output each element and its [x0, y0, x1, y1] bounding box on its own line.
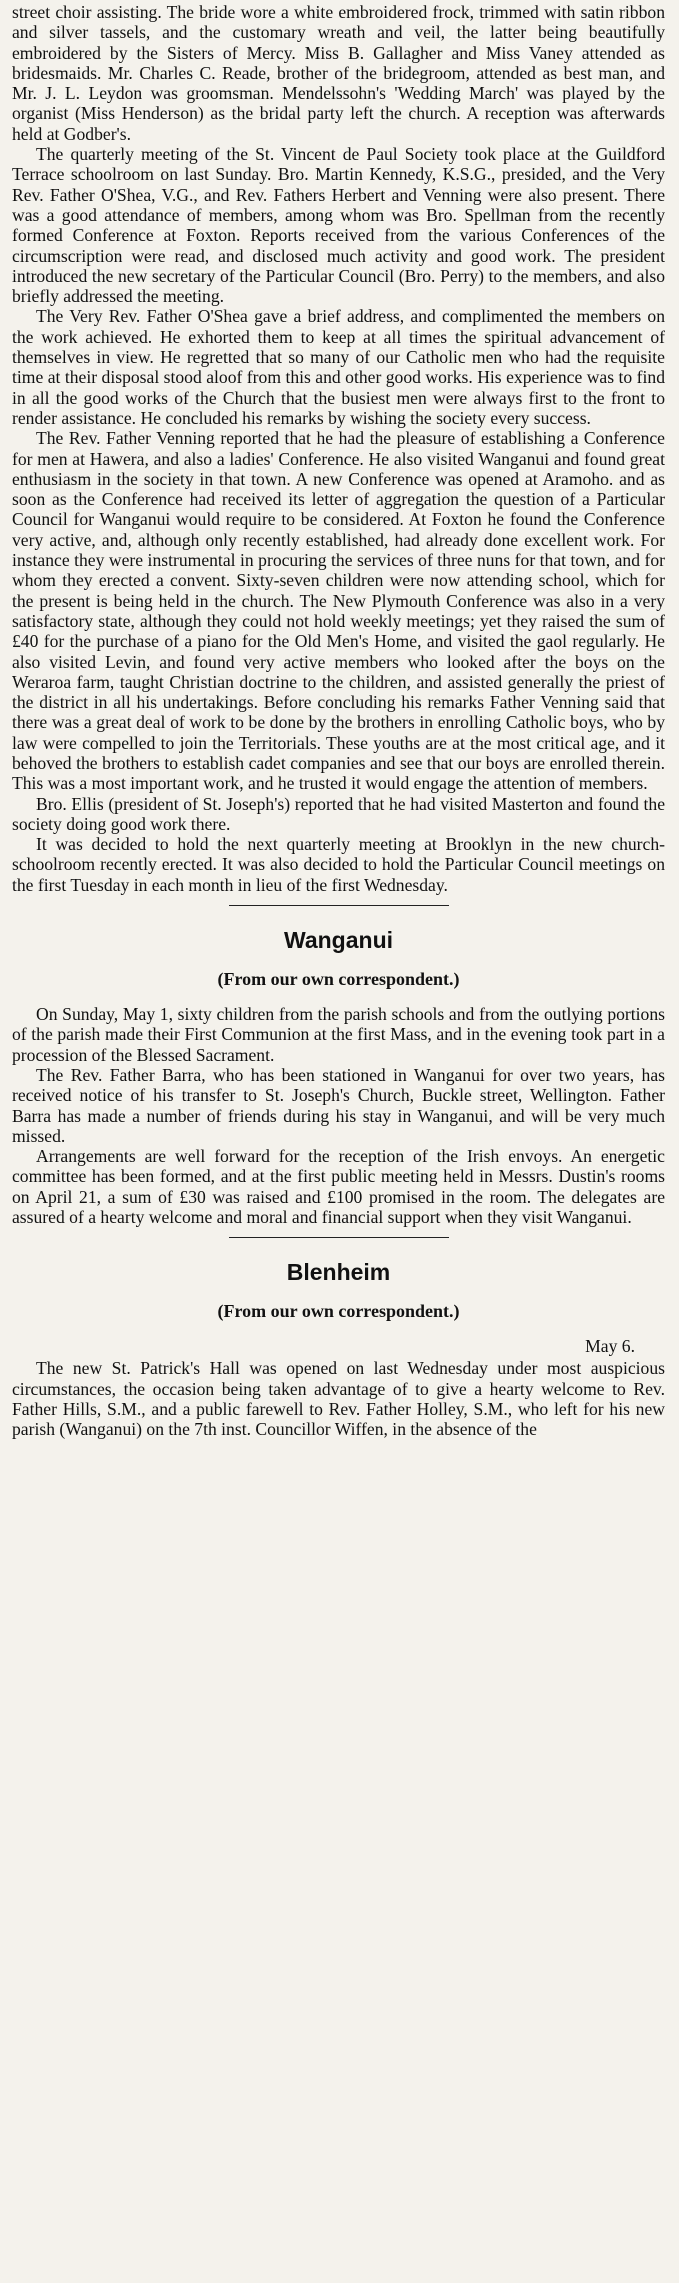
article-continued	[12, 2, 665, 895]
paragraph-oshea-address: The Very Rev. Father O'Shea gave a brief address, and complimented the members on the work achieved. He exhorted them to keep at all times the spiritual advancement of themselves in view. He regretted that so many of our Catholic men who had the requisite time at their disposal stood aloof from this and other good works. His experience was to find in all the good works of the Church that the busiest men were always first to the front to render assistance. He concluded his remarks by wishing the society every success.	[12, 306, 665, 428]
article-column	[12, 2, 665, 1440]
correspondent-byline: (From our own correspondent.)	[217, 1301, 460, 1322]
section-heading: Blenheim	[286, 1259, 391, 1286]
dateline: May 6.	[585, 1336, 635, 1357]
section-wanganui	[12, 926, 665, 1227]
section-divider	[229, 905, 449, 906]
section-blenheim	[12, 1258, 665, 1439]
paragraph-father-barra: The Rev. Father Barra, who has been stationed in Wanganui for over two years, has received notice of his transfer to St. Joseph's Church, Buckle street, Wellington. Father Barra has made a number of friends during his stay in Wanganui, and will be very much missed.	[12, 1064, 665, 1146]
paragraph-ellis-report: Bro. Ellis (president of St. Joseph's) reported that he had visited Masterton and found the society doing good work there.	[12, 793, 665, 834]
section-heading: Wanganui	[283, 927, 394, 954]
paragraph-venning-report: The Rev. Father Venning reported that he had the pleasure of establishing a Conference for men at Hawera, and also a ladies' Conference. He also visited Wanganui and found great enthusiasm in the society in that town. A new Conference was opened at Aramoho. and as soon as the Conference had received its letter of aggregation the question of a Particular Council for Wanganui would require to be considered. At Foxton he found the Conference very active, and, although only recently established, had already done excellent work. For instance they were instrumental in procuring the services of three nuns for that town, and for whom they erected a convent. Sixty-seven children were now attending school, which for the present is being held in the church. The New Plymouth Conference was also in a very satisfactory state, although they could not hold weekly meetings; yet they raised the sum of £40 for the purchase of a piano for the Old Men's Home, and visited the gaol regularly. He also visited Levin, and found very active members who looked after the boys on the Weraroa farm, taught Christian doctrine to the children, and assisted generally the priest of the district in all his undertakings. Before concluding his remarks Father Venning said that there was a great deal of work to be done by the brothers in enrolling Catholic boys, who by law were compelled to join the Territorials. These youths are at the most critical age, and it behoved the brothers to establish cadet companies and see that our boys are enrolled therein. This was a most important work, and he trusted it would engage the attention of members.	[12, 428, 665, 794]
section-divider	[229, 1237, 449, 1238]
paragraph-irish-envoys: Arrangements are well forward for the reception of the Irish envoys. An energetic committee has been formed, and at the first public meeting held in Messrs. Dustin's rooms on April 21, a sum of £30 was raised and £100 promised in the room. The delegates are assured of a hearty welcome and moral and financial support when they visit Wanganui.	[12, 1146, 665, 1228]
paragraph-next-meeting: It was decided to hold the next quarterly meeting at Brooklyn in the new church-schoolroom recently erected. It was also decided to hold the Particular Council meetings on the first Tuesday in each month in lieu of the first Wednesday.	[12, 834, 665, 895]
correspondent-byline: (From our own correspondent.)	[217, 969, 460, 990]
paragraph-new-hall: The new St. Patrick's Hall was opened on last Wednesday under most auspicious circumstances, the occasion being taken advantage of to give a hearty welcome to Rev. Father Hills, S.M., and a public farewell to Rev. Father Holley, S.M., who left for his new parish (Wanganui) on the 7th inst. Councillor Wiffen, in the absence of the	[12, 1358, 665, 1440]
paragraph-svdp-meeting: The quarterly meeting of the St. Vincent de Paul Society took place at the Guildford Terrace schoolroom on last Sunday. Bro. Martin Kennedy, K.S.G., presided, and the Very Rev. Father O'Shea, V.G., and Rev. Fathers Herbert and Venning were also present. There was a good attendance of members, among whom was Bro. Spellman from the recently formed Conference at Foxton. Reports received from the various Conferences of the circumscription were read, and disclosed much activity and good work. The president introduced the new secretary of the Particular Council (Bro. Perry) to the members, and also briefly addressed the meeting.	[12, 144, 665, 307]
paragraph-wedding: street choir assisting. The bride wore a white embroidered frock, trimmed with satin ribbon and silver tassels, and the customary wreath and veil, the latter being beautifully embroidered by the Sisters of Mercy. Miss B. Gallagher and Miss Vaney attended as bridesmaids. Mr. Charles C. Reade, brother of the bridegroom, attended as best man, and Mr. J. L. Leydon was groomsman. Mendelssohn's 'Wedding March' was played by the organist (Miss Henderson) as the bridal party left the church. A reception was afterwards held at Godber's.	[12, 2, 665, 144]
paragraph-first-communion: On Sunday, May 1, sixty children from the parish schools and from the outlying portions of the parish made their First Communion at the first Mass, and in the evening took part in a procession of the Blessed Sacrament.	[12, 1004, 665, 1065]
